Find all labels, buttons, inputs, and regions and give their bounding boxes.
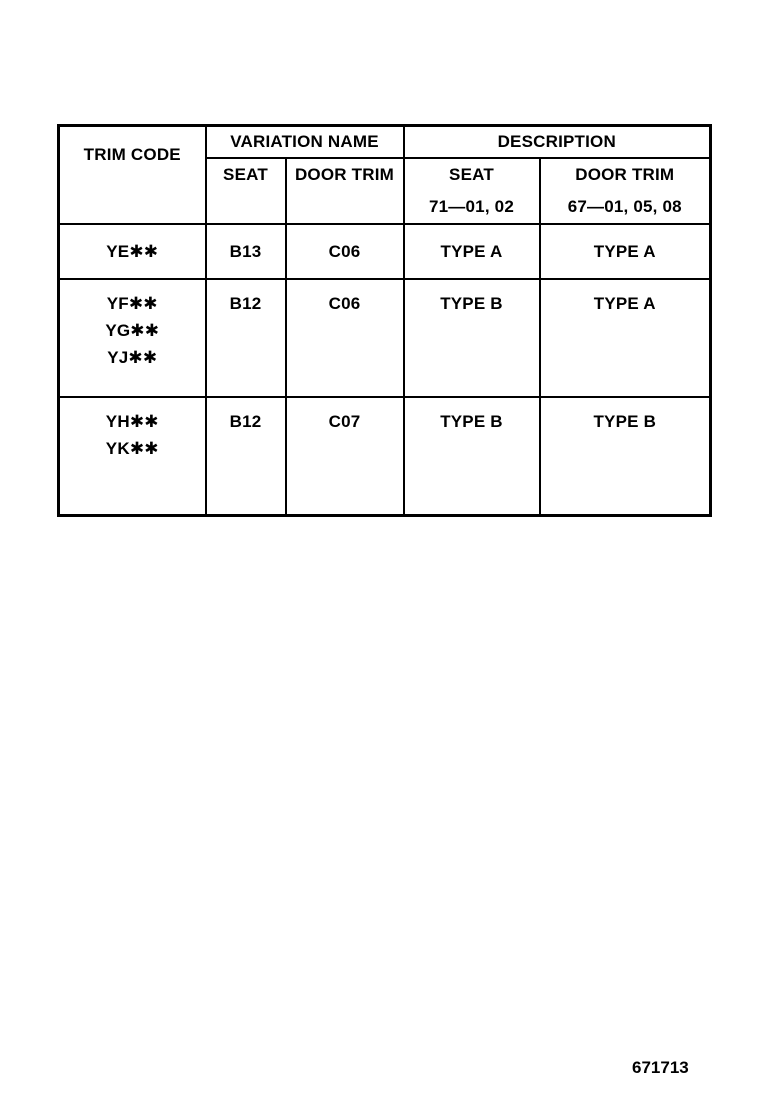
description-door-trim-header (540, 158, 711, 224)
trim-code-cell (59, 279, 206, 397)
door-trim-cell (286, 224, 404, 279)
table-row (59, 279, 711, 397)
door-trim-code: C06 (328, 294, 361, 313)
trim-code: YJ✱✱ (107, 348, 158, 367)
door-trim-cell (286, 279, 404, 397)
header-row-top (59, 126, 711, 159)
seat-cell (206, 397, 286, 516)
table-row (59, 397, 711, 516)
trim-code-header (59, 126, 206, 225)
desc-door-trim-type: TYPE A (593, 294, 656, 313)
trim-code-cell (59, 397, 206, 516)
desc-door-trim-cell (540, 224, 711, 279)
desc-seat-type: TYPE B (440, 412, 503, 431)
trim-code: YE✱✱ (106, 242, 159, 261)
table-row (59, 224, 711, 279)
variation-door-trim-header (286, 158, 404, 224)
variation-name-header (206, 126, 404, 159)
trim-code: YG✱✱ (105, 321, 160, 340)
variation-name-header-label: VARIATION NAME (230, 132, 379, 151)
desc-seat-cell (404, 224, 540, 279)
description-header-label: DESCRIPTION (497, 132, 616, 151)
description-seat-header-label: SEAT (449, 165, 494, 184)
seat-cell (206, 224, 286, 279)
trim-code-cell (59, 224, 206, 279)
variation-door-trim-header-label: DOOR TRIM (294, 165, 395, 184)
description-seat-header (404, 158, 540, 224)
desc-door-trim-cell (540, 279, 711, 397)
description-door-trim-ref: 67—01, 05, 08 (567, 197, 682, 216)
variation-seat-header (206, 158, 286, 224)
seat-code: B12 (229, 412, 262, 431)
page-number: 671713 (632, 1058, 689, 1077)
desc-door-trim-type: TYPE A (593, 242, 656, 261)
door-trim-cell (286, 397, 404, 516)
trim-code-header-label: TRIM CODE (83, 145, 181, 164)
trim-code: YH✱✱ (105, 412, 159, 431)
desc-seat-cell (404, 397, 540, 516)
desc-seat-type: TYPE B (440, 294, 503, 313)
trim-code: YK✱✱ (105, 439, 159, 458)
seat-code: B13 (229, 242, 262, 261)
door-trim-code: C07 (328, 412, 361, 431)
variation-seat-header-label: SEAT (223, 165, 268, 184)
desc-door-trim-type: TYPE B (593, 412, 657, 431)
seat-code: B12 (229, 294, 262, 313)
desc-door-trim-cell (540, 397, 711, 516)
description-seat-ref: 71—01, 02 (429, 197, 514, 216)
trim-code: YF✱✱ (106, 294, 158, 313)
trim-code-table (57, 124, 712, 517)
description-door-trim-header-label: DOOR TRIM (575, 165, 675, 184)
door-trim-code: C06 (328, 242, 361, 261)
seat-cell (206, 279, 286, 397)
desc-seat-cell (404, 279, 540, 397)
desc-seat-type: TYPE A (440, 242, 503, 261)
description-header (404, 126, 711, 159)
